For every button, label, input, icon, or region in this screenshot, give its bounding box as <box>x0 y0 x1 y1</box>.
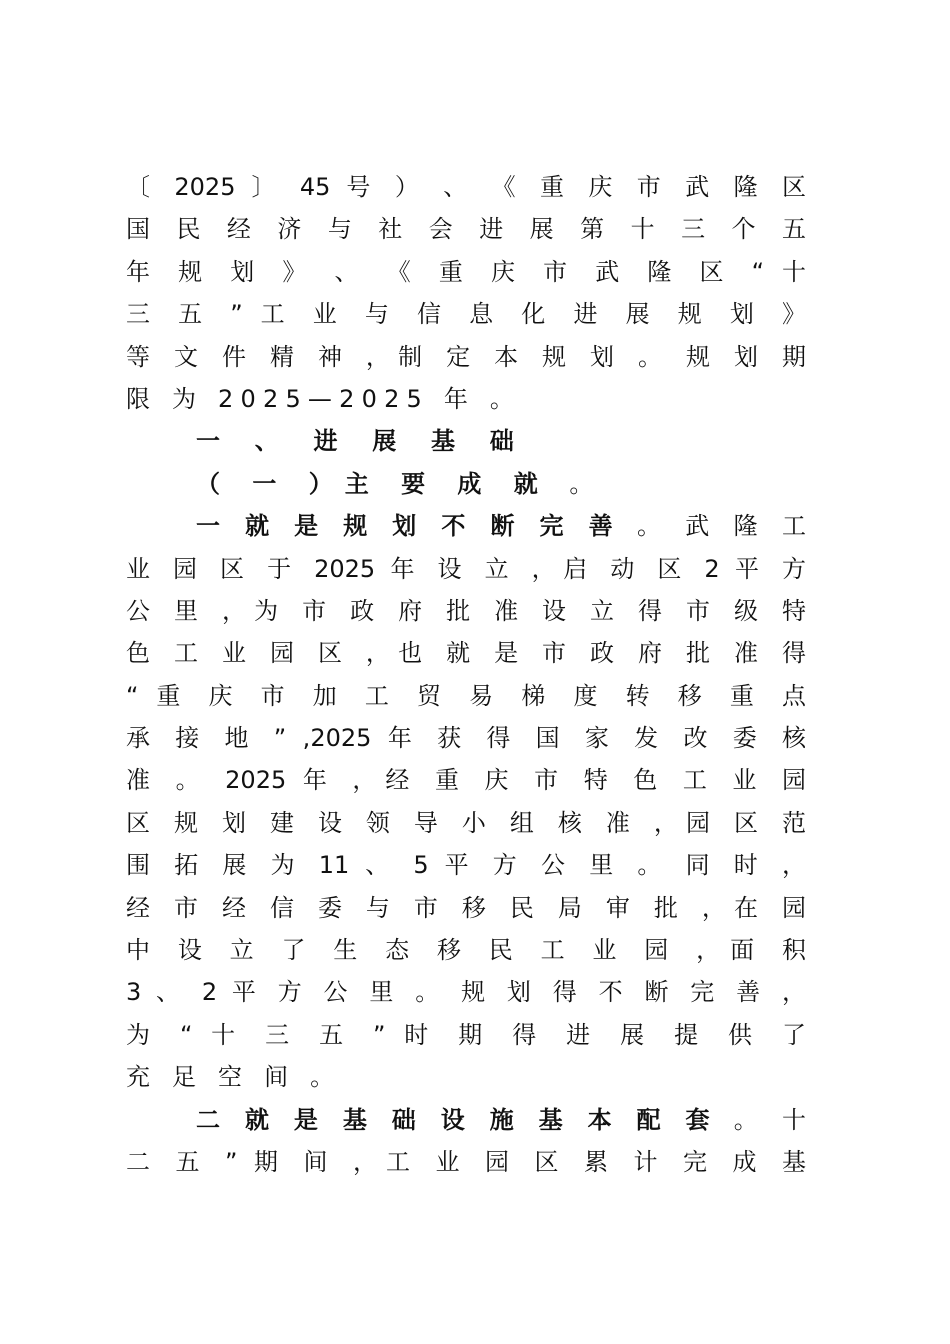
paragraph-line: 公 里 ，为 市 政 府 批 准 设 立 得 市 级 特 <box>126 596 806 625</box>
paragraph-line: 围 拓 展 为 11 、 5 平 方 公 里 。 同 时 ， <box>126 851 806 880</box>
paragraph-lead-rest: 。 十 <box>717 1105 806 1134</box>
paragraph-line: 色 工 业 园 区 ，也 就 是 市 政 府 批 准 得 <box>126 639 806 668</box>
paragraph-line: 限 为 2025—2025 年 。 <box>126 384 522 413</box>
document-body <box>126 166 806 1183</box>
subsection-period: 。 <box>549 469 606 498</box>
paragraph-line: 中 设 立 了 生 态 移 民 工 业 园 ，面 积 <box>126 936 806 965</box>
paragraph-lead-bold: 一 就 是 规 划 不 断 完 善 <box>196 512 621 541</box>
section-heading: 一 、 进 展 基 础 <box>196 427 527 456</box>
paragraph-line: 承 接 地 ” ,2025 年 获 得 国 家 发 改 委 核 <box>126 724 806 753</box>
paragraph-line: 国 民 经 济 与 社 会 进 展 第 十 三 个 五 <box>126 215 806 244</box>
paragraph-line: 二 五 ” 期 间 ，工 业 园 区 累 计 完 成 基 <box>126 1147 806 1176</box>
paragraph-lead-line <box>126 1099 806 1141</box>
paragraph-lead-rest: 。 武 隆 工 <box>620 512 806 541</box>
paragraph-line: 年 规 划 》 、 《 重 庆 市 武 隆 区 “ 十 <box>126 257 806 286</box>
paragraph-line: 三 五 ” 工 业 与 信 息 化 进 展 规 划 》 <box>126 300 806 329</box>
paragraph-lead-line <box>126 505 806 547</box>
paragraph-line: 3 、 2 平 方 公 里 。 规 划 得 不 断 完 善 ， <box>126 978 806 1007</box>
paragraph-line: 准 。 2025 年 ，经 重 庆 市 特 色 工 业 园 <box>126 766 806 795</box>
paragraph-line: 〔 2025 〕 45 号 ） 、 《 重 庆 市 武 隆 区 <box>126 173 806 201</box>
subsection-title: （ 一 ）主 要 成 就 <box>196 469 550 498</box>
paragraph-line: 经 市 经 信 委 与 市 移 民 局 审 批 ，在 园 <box>126 893 806 922</box>
paragraph-line: 等 文 件 精 神 ，制 定 本 规 划 。 规 划 期 <box>126 342 806 371</box>
paragraph-line: 为 “ 十 三 五 ” 时 期 得 进 展 提 供 了 <box>126 1020 806 1049</box>
paragraph-line: 业 园 区 于 2025 年 设 立 ，启 动 区 2 平 方 <box>126 554 806 583</box>
paragraph-line: 区 规 划 建 设 领 导 小 组 核 准 ，园 区 范 <box>126 808 806 837</box>
subsection-heading <box>126 463 806 505</box>
paragraph-lead-bold: 二 就 是 基 础 设 施 基 本 配 套 <box>196 1105 718 1134</box>
paragraph-line: 充 足 空 间 。 <box>126 1063 342 1092</box>
paragraph-line: “ 重 庆 市 加 工 贸 易 梯 度 转 移 重 点 <box>126 681 806 710</box>
